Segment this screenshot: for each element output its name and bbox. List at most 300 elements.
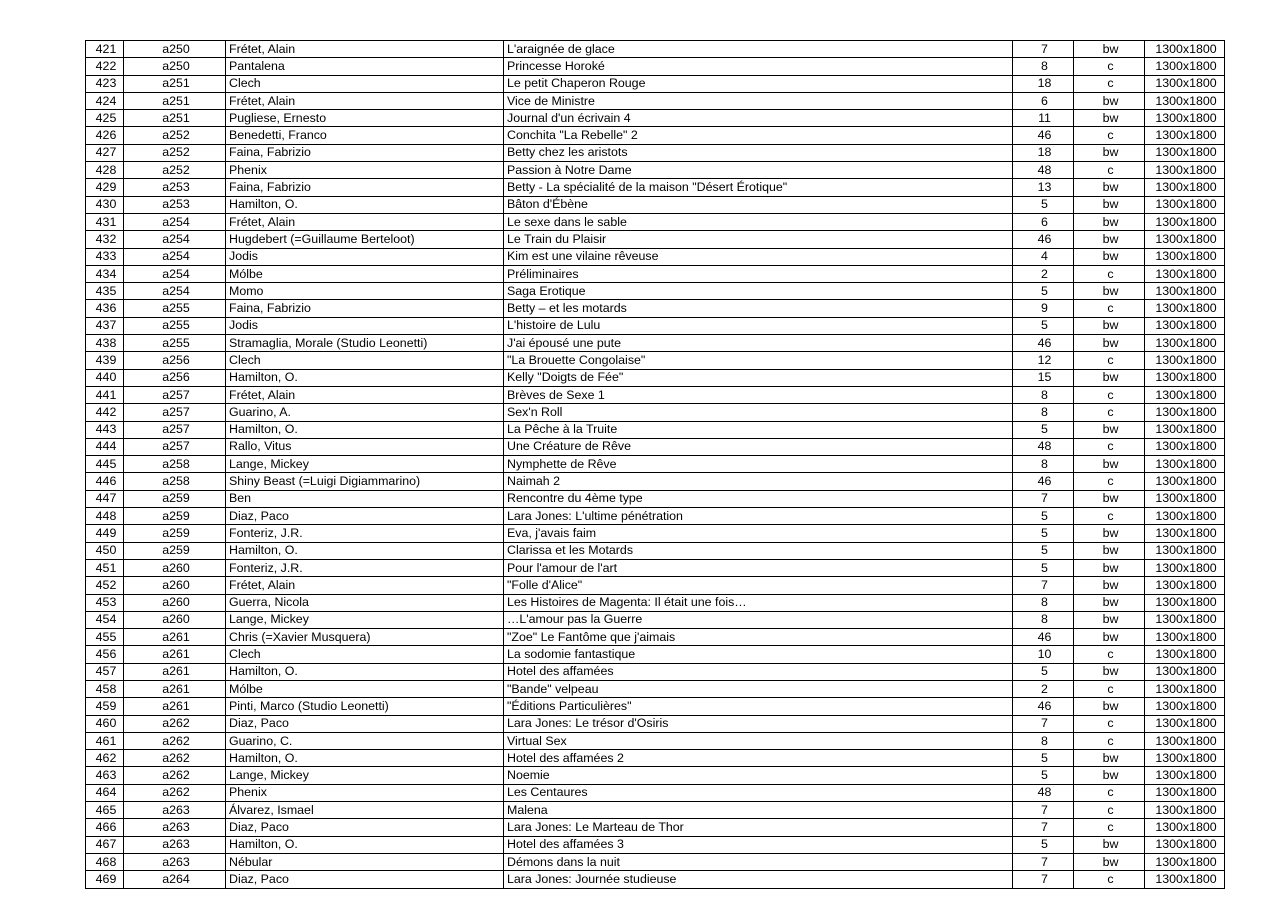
cell-reference: a251 [124, 75, 226, 92]
cell-color: bw [1074, 421, 1145, 438]
cell-pages: 5 [1013, 767, 1074, 784]
table-row [86, 144, 1225, 161]
cell-reference: a263 [124, 836, 226, 853]
cell-color: bw [1074, 335, 1145, 352]
cell-reference: a263 [124, 853, 226, 870]
cell-dimensions: 1300x1800 [1145, 283, 1225, 300]
cell-reference: a257 [124, 421, 226, 438]
cell-pages: 5 [1013, 317, 1074, 334]
cell-dimensions: 1300x1800 [1145, 248, 1225, 265]
cell-index: 429 [86, 179, 124, 196]
cell-dimensions: 1300x1800 [1145, 871, 1225, 888]
cell-index: 452 [86, 577, 124, 594]
cell-reference: a254 [124, 231, 226, 248]
cell-color: bw [1074, 611, 1145, 628]
cell-title: Saga Erotique [504, 283, 1013, 300]
cell-author: Lange, Mickey [226, 767, 504, 784]
cell-color: bw [1074, 542, 1145, 559]
cell-title: Betty chez les aristots [504, 144, 1013, 161]
cell-color: bw [1074, 144, 1145, 161]
cell-title: Pour l'amour de l'art [504, 559, 1013, 576]
cell-index: 458 [86, 680, 124, 697]
cell-dimensions: 1300x1800 [1145, 525, 1225, 542]
cell-title: Naimah 2 [504, 473, 1013, 490]
cell-index: 424 [86, 92, 124, 109]
cell-author: Mólbe [226, 680, 504, 697]
cell-pages: 46 [1013, 629, 1074, 646]
cell-reference: a260 [124, 611, 226, 628]
cell-dimensions: 1300x1800 [1145, 715, 1225, 732]
cell-dimensions: 1300x1800 [1145, 179, 1225, 196]
cell-title: Conchita "La Rebelle" 2 [504, 127, 1013, 144]
cell-author: Hamilton, O. [226, 196, 504, 213]
cell-dimensions: 1300x1800 [1145, 438, 1225, 455]
cell-color: c [1074, 162, 1145, 179]
catalog-table [85, 40, 1225, 889]
table-row [86, 611, 1225, 628]
cell-title: L'histoire de Lulu [504, 317, 1013, 334]
cell-reference: a251 [124, 110, 226, 127]
cell-title: Clarissa et les Motards [504, 542, 1013, 559]
table-row [86, 508, 1225, 525]
cell-color: bw [1074, 767, 1145, 784]
cell-title: "Folle d'Alice" [504, 577, 1013, 594]
cell-author: Hamilton, O. [226, 542, 504, 559]
cell-reference: a252 [124, 127, 226, 144]
cell-color: bw [1074, 490, 1145, 507]
cell-dimensions: 1300x1800 [1145, 456, 1225, 473]
cell-pages: 11 [1013, 110, 1074, 127]
cell-color: bw [1074, 629, 1145, 646]
cell-dimensions: 1300x1800 [1145, 386, 1225, 403]
table-row [86, 542, 1225, 559]
cell-color: bw [1074, 594, 1145, 611]
cell-index: 469 [86, 871, 124, 888]
cell-dimensions: 1300x1800 [1145, 611, 1225, 628]
cell-dimensions: 1300x1800 [1145, 750, 1225, 767]
cell-index: 443 [86, 421, 124, 438]
cell-reference: a260 [124, 577, 226, 594]
table-row [86, 871, 1225, 888]
cell-author: Hamilton, O. [226, 750, 504, 767]
table-row [86, 680, 1225, 697]
cell-dimensions: 1300x1800 [1145, 767, 1225, 784]
cell-author: Frétet, Alain [226, 577, 504, 594]
cell-reference: a253 [124, 179, 226, 196]
table-row [86, 594, 1225, 611]
table-row [86, 369, 1225, 386]
table-row [86, 213, 1225, 230]
cell-pages: 5 [1013, 283, 1074, 300]
table-row [86, 110, 1225, 127]
cell-title: Lara Jones: Le Marteau de Thor [504, 819, 1013, 836]
cell-dimensions: 1300x1800 [1145, 369, 1225, 386]
table-row [86, 300, 1225, 317]
cell-dimensions: 1300x1800 [1145, 110, 1225, 127]
cell-color: bw [1074, 853, 1145, 870]
cell-title: Betty – et les motards [504, 300, 1013, 317]
cell-color: bw [1074, 196, 1145, 213]
cell-reference: a254 [124, 213, 226, 230]
table-row [86, 162, 1225, 179]
table-row [86, 663, 1225, 680]
cell-title: Lara Jones: L'ultime pénétration [504, 508, 1013, 525]
cell-author: Diaz, Paco [226, 871, 504, 888]
cell-color: c [1074, 300, 1145, 317]
cell-color: bw [1074, 456, 1145, 473]
cell-color: c [1074, 58, 1145, 75]
cell-index: 447 [86, 490, 124, 507]
cell-pages: 5 [1013, 559, 1074, 576]
table-row [86, 559, 1225, 576]
cell-author: Momo [226, 283, 504, 300]
cell-author: Lange, Mickey [226, 456, 504, 473]
cell-reference: a255 [124, 335, 226, 352]
cell-index: 445 [86, 456, 124, 473]
cell-color: bw [1074, 110, 1145, 127]
cell-dimensions: 1300x1800 [1145, 698, 1225, 715]
cell-reference: a250 [124, 58, 226, 75]
cell-title: Kim est une vilaine rêveuse [504, 248, 1013, 265]
cell-author: Frétet, Alain [226, 41, 504, 58]
cell-index: 432 [86, 231, 124, 248]
cell-author: Hamilton, O. [226, 421, 504, 438]
cell-pages: 8 [1013, 611, 1074, 628]
cell-title: Malena [504, 802, 1013, 819]
cell-author: Faina, Fabrizio [226, 300, 504, 317]
cell-color: bw [1074, 41, 1145, 58]
cell-index: 437 [86, 317, 124, 334]
cell-dimensions: 1300x1800 [1145, 784, 1225, 801]
cell-color: bw [1074, 836, 1145, 853]
table-row [86, 750, 1225, 767]
cell-pages: 2 [1013, 680, 1074, 697]
table-row [86, 352, 1225, 369]
cell-reference: a262 [124, 784, 226, 801]
cell-pages: 5 [1013, 836, 1074, 853]
cell-title: Kelly "Doigts de Fée" [504, 369, 1013, 386]
cell-author: Phenix [226, 162, 504, 179]
cell-color: c [1074, 404, 1145, 421]
table-row [86, 577, 1225, 594]
table-row [86, 335, 1225, 352]
cell-index: 440 [86, 369, 124, 386]
cell-dimensions: 1300x1800 [1145, 819, 1225, 836]
cell-pages: 46 [1013, 335, 1074, 352]
cell-pages: 10 [1013, 646, 1074, 663]
cell-reference: a257 [124, 438, 226, 455]
cell-pages: 46 [1013, 473, 1074, 490]
cell-color: c [1074, 646, 1145, 663]
cell-author: Diaz, Paco [226, 819, 504, 836]
table-row [86, 265, 1225, 282]
cell-reference: a255 [124, 317, 226, 334]
cell-reference: a261 [124, 646, 226, 663]
cell-color: bw [1074, 663, 1145, 680]
cell-dimensions: 1300x1800 [1145, 490, 1225, 507]
cell-pages: 9 [1013, 300, 1074, 317]
cell-reference: a251 [124, 92, 226, 109]
cell-title: L'araignée de glace [504, 41, 1013, 58]
cell-pages: 46 [1013, 231, 1074, 248]
cell-index: 439 [86, 352, 124, 369]
cell-dimensions: 1300x1800 [1145, 213, 1225, 230]
cell-color: bw [1074, 92, 1145, 109]
cell-reference: a264 [124, 871, 226, 888]
cell-reference: a254 [124, 248, 226, 265]
cell-index: 434 [86, 265, 124, 282]
cell-index: 435 [86, 283, 124, 300]
table-row [86, 715, 1225, 732]
cell-reference: a259 [124, 490, 226, 507]
cell-author: Hamilton, O. [226, 369, 504, 386]
table-row [86, 525, 1225, 542]
cell-title: Hotel des affamées 3 [504, 836, 1013, 853]
cell-index: 428 [86, 162, 124, 179]
cell-reference: a261 [124, 698, 226, 715]
cell-author: Ben [226, 490, 504, 507]
cell-index: 459 [86, 698, 124, 715]
table-row [86, 784, 1225, 801]
cell-author: Lange, Mickey [226, 611, 504, 628]
cell-title: Lara Jones: Le trésor d'Osiris [504, 715, 1013, 732]
cell-pages: 8 [1013, 456, 1074, 473]
cell-reference: a259 [124, 508, 226, 525]
cell-author: Jodis [226, 317, 504, 334]
cell-index: 423 [86, 75, 124, 92]
cell-author: Rallo, Vitus [226, 438, 504, 455]
cell-title: J'ai épousé une pute [504, 335, 1013, 352]
cell-dimensions: 1300x1800 [1145, 473, 1225, 490]
cell-author: Fonteriz, J.R. [226, 525, 504, 542]
table-row [86, 819, 1225, 836]
cell-pages: 6 [1013, 213, 1074, 230]
cell-title: Betty - La spécialité de la maison "Désert Érotique" [504, 179, 1013, 196]
cell-title: Le Train du Plaisir [504, 231, 1013, 248]
table-row [86, 283, 1225, 300]
cell-color: c [1074, 127, 1145, 144]
table-row [86, 404, 1225, 421]
cell-color: bw [1074, 750, 1145, 767]
cell-reference: a255 [124, 300, 226, 317]
cell-reference: a257 [124, 386, 226, 403]
cell-pages: 46 [1013, 698, 1074, 715]
cell-title: Hotel des affamées [504, 663, 1013, 680]
cell-dimensions: 1300x1800 [1145, 144, 1225, 161]
cell-color: bw [1074, 698, 1145, 715]
cell-author: Guarino, C. [226, 732, 504, 749]
cell-author: Benedetti, Franco [226, 127, 504, 144]
cell-pages: 7 [1013, 853, 1074, 870]
cell-index: 425 [86, 110, 124, 127]
cell-color: c [1074, 438, 1145, 455]
cell-index: 433 [86, 248, 124, 265]
cell-dimensions: 1300x1800 [1145, 732, 1225, 749]
cell-reference: a263 [124, 819, 226, 836]
cell-reference: a260 [124, 559, 226, 576]
cell-author: Frétet, Alain [226, 92, 504, 109]
cell-index: 468 [86, 853, 124, 870]
cell-color: bw [1074, 317, 1145, 334]
cell-reference: a261 [124, 663, 226, 680]
cell-pages: 5 [1013, 196, 1074, 213]
cell-pages: 48 [1013, 438, 1074, 455]
table-row [86, 767, 1225, 784]
cell-dimensions: 1300x1800 [1145, 127, 1225, 144]
cell-author: Mólbe [226, 265, 504, 282]
cell-color: c [1074, 473, 1145, 490]
table-row [86, 58, 1225, 75]
cell-title: Hotel des affamées 2 [504, 750, 1013, 767]
cell-title: Préliminaires [504, 265, 1013, 282]
cell-title: …L'amour pas la Guerre [504, 611, 1013, 628]
cell-dimensions: 1300x1800 [1145, 629, 1225, 646]
cell-color: bw [1074, 231, 1145, 248]
cell-pages: 5 [1013, 508, 1074, 525]
cell-pages: 5 [1013, 421, 1074, 438]
cell-color: c [1074, 386, 1145, 403]
cell-dimensions: 1300x1800 [1145, 594, 1225, 611]
cell-pages: 5 [1013, 750, 1074, 767]
catalog-table-body [86, 41, 1225, 889]
cell-dimensions: 1300x1800 [1145, 265, 1225, 282]
cell-color: bw [1074, 525, 1145, 542]
cell-title: La Pêche à la Truite [504, 421, 1013, 438]
cell-pages: 8 [1013, 386, 1074, 403]
cell-title: Les Centaures [504, 784, 1013, 801]
cell-title: Eva, j'avais faim [504, 525, 1013, 542]
cell-reference: a262 [124, 732, 226, 749]
cell-reference: a261 [124, 680, 226, 697]
cell-author: Pugliese, Ernesto [226, 110, 504, 127]
cell-reference: a253 [124, 196, 226, 213]
cell-dimensions: 1300x1800 [1145, 853, 1225, 870]
cell-dimensions: 1300x1800 [1145, 508, 1225, 525]
table-row [86, 248, 1225, 265]
cell-index: 421 [86, 41, 124, 58]
cell-title: Princesse Horoké [504, 58, 1013, 75]
cell-title: "Éditions Particulières" [504, 698, 1013, 715]
table-row [86, 41, 1225, 58]
cell-index: 454 [86, 611, 124, 628]
cell-dimensions: 1300x1800 [1145, 542, 1225, 559]
cell-index: 455 [86, 629, 124, 646]
cell-reference: a261 [124, 629, 226, 646]
table-row [86, 179, 1225, 196]
cell-dimensions: 1300x1800 [1145, 559, 1225, 576]
cell-author: Fonteriz, J.R. [226, 559, 504, 576]
cell-author: Nébular [226, 853, 504, 870]
cell-color: bw [1074, 559, 1145, 576]
cell-reference: a262 [124, 767, 226, 784]
cell-title: Journal d'un écrivain 4 [504, 110, 1013, 127]
cell-index: 448 [86, 508, 124, 525]
cell-pages: 5 [1013, 542, 1074, 559]
cell-index: 442 [86, 404, 124, 421]
cell-reference: a254 [124, 283, 226, 300]
cell-dimensions: 1300x1800 [1145, 75, 1225, 92]
cell-title: "La Brouette Congolaise" [504, 352, 1013, 369]
cell-color: bw [1074, 369, 1145, 386]
cell-pages: 7 [1013, 577, 1074, 594]
cell-title: La sodomie fantastique [504, 646, 1013, 663]
cell-title: "Bande" velpeau [504, 680, 1013, 697]
cell-reference: a252 [124, 162, 226, 179]
table-row [86, 127, 1225, 144]
table-row [86, 386, 1225, 403]
cell-dimensions: 1300x1800 [1145, 646, 1225, 663]
table-row [86, 646, 1225, 663]
cell-pages: 7 [1013, 802, 1074, 819]
cell-color: c [1074, 265, 1145, 282]
cell-color: c [1074, 802, 1145, 819]
cell-author: Hamilton, O. [226, 663, 504, 680]
cell-dimensions: 1300x1800 [1145, 317, 1225, 334]
cell-index: 422 [86, 58, 124, 75]
cell-color: c [1074, 819, 1145, 836]
cell-pages: 18 [1013, 75, 1074, 92]
cell-reference: a259 [124, 525, 226, 542]
cell-author: Faina, Fabrizio [226, 179, 504, 196]
cell-index: 446 [86, 473, 124, 490]
cell-author: Shiny Beast (=Luigi Digiammarino) [226, 473, 504, 490]
cell-index: 467 [86, 836, 124, 853]
cell-pages: 12 [1013, 352, 1074, 369]
cell-index: 450 [86, 542, 124, 559]
cell-title: Sex'n Roll [504, 404, 1013, 421]
cell-author: Pinti, Marco (Studio Leonetti) [226, 698, 504, 715]
table-row [86, 421, 1225, 438]
cell-title: Vice de Ministre [504, 92, 1013, 109]
cell-index: 449 [86, 525, 124, 542]
table-row [86, 853, 1225, 870]
cell-index: 462 [86, 750, 124, 767]
cell-pages: 7 [1013, 41, 1074, 58]
cell-reference: a256 [124, 369, 226, 386]
cell-dimensions: 1300x1800 [1145, 577, 1225, 594]
cell-dimensions: 1300x1800 [1145, 802, 1225, 819]
cell-index: 461 [86, 732, 124, 749]
table-row [86, 75, 1225, 92]
cell-color: bw [1074, 577, 1145, 594]
cell-title: Virtual Sex [504, 732, 1013, 749]
cell-pages: 7 [1013, 490, 1074, 507]
cell-pages: 7 [1013, 819, 1074, 836]
cell-author: Clech [226, 646, 504, 663]
cell-index: 463 [86, 767, 124, 784]
cell-color: c [1074, 784, 1145, 801]
cell-dimensions: 1300x1800 [1145, 404, 1225, 421]
cell-pages: 13 [1013, 179, 1074, 196]
cell-author: Clech [226, 352, 504, 369]
cell-author: Guarino, A. [226, 404, 504, 421]
cell-index: 464 [86, 784, 124, 801]
cell-author: Hugdebert (=Guillaume Berteloot) [226, 231, 504, 248]
cell-reference: a257 [124, 404, 226, 421]
cell-color: c [1074, 871, 1145, 888]
table-row [86, 92, 1225, 109]
cell-pages: 8 [1013, 732, 1074, 749]
cell-index: 430 [86, 196, 124, 213]
cell-pages: 8 [1013, 594, 1074, 611]
cell-title: Nymphette de Rêve [504, 456, 1013, 473]
cell-color: c [1074, 715, 1145, 732]
cell-pages: 6 [1013, 92, 1074, 109]
cell-index: 465 [86, 802, 124, 819]
cell-title: Démons dans la nuit [504, 853, 1013, 870]
cell-index: 460 [86, 715, 124, 732]
cell-reference: a254 [124, 265, 226, 282]
